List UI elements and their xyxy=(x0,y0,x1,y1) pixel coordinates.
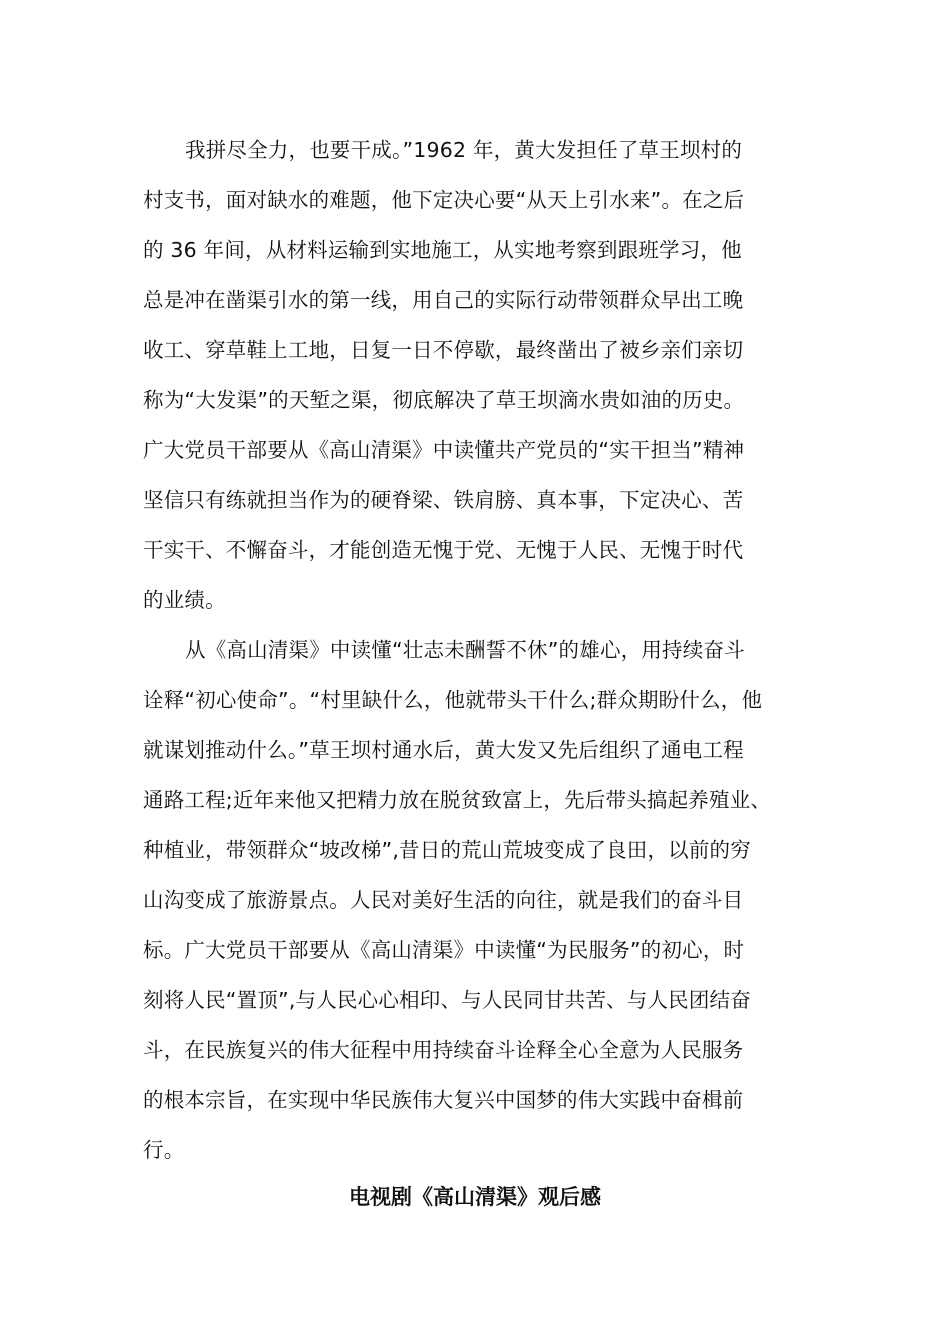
text-line: 总是冲在凿渠引水的第一线，用自己的实际行动带领群众早出工晚 xyxy=(143,288,744,312)
text-line: 的根本宗旨，在实现中华民族伟大复兴中国梦的伟大实践中奋楫前 xyxy=(143,1088,744,1112)
text-line: 就谋划推动什么。”草王坝村通水后，黄大发又先后组织了通电工程 xyxy=(143,738,744,762)
text-line: 行。 xyxy=(143,1138,185,1162)
text-line: 山沟变成了旅游景点。人民对美好生活的向往，就是我们的奋斗目 xyxy=(143,888,744,912)
text-line: 的 36 年间，从材料运输到实地施工，从实地考察到跟班学习，他 xyxy=(143,238,742,262)
text-line: 称为“大发渠”的天堑之渠，彻底解决了草王坝滴水贵如油的历史。 xyxy=(143,388,745,412)
paragraph-1 xyxy=(143,125,808,625)
text-line: 村支书，面对缺水的难题，他下定决心要“从天上引水来”。在之后 xyxy=(143,188,745,212)
text-line: 我拼尽全力，也要干成。”1962 年，黄大发担任了草王坝村的 xyxy=(185,138,743,162)
text-line: 收工、穿草鞋上工地，日复一日不停歇，最终凿出了被乡亲们亲切 xyxy=(143,338,744,362)
text-line: 从《高山清渠》中读懂“壮志未酬誓不休”的雄心，用持续奋斗 xyxy=(185,638,745,662)
text-line: 种植业，带领群众“坡改梯”,昔日的荒山荒坡变成了良田，以前的穷 xyxy=(143,838,751,862)
text-line: 诠释“初心使命”。“村里缺什么，他就带头干什么;群众期盼什么，他 xyxy=(143,688,763,712)
text-line: 的业绩。 xyxy=(143,588,226,612)
text-line: 刻将人民“置顶”,与人民心心相印、与人民同甘共苦、与人民团结奋 xyxy=(143,988,751,1012)
text-line: 坚信只有练就担当作为的硬脊梁、铁肩膀、真本事，下定决心、苦 xyxy=(143,488,744,512)
section-heading: 电视剧《高山清渠》观后感 xyxy=(349,1185,601,1209)
body-text xyxy=(143,125,808,1175)
paragraph-2 xyxy=(143,625,808,1175)
text-line: 斗，在民族复兴的伟大征程中用持续奋斗诠释全心全意为人民服务 xyxy=(143,1038,744,1062)
text-line: 通路工程;近年来他又把精力放在脱贫致富上，先后带头搞起养殖业、 xyxy=(143,788,772,812)
text-line: 干实干、不懈奋斗，才能创造无愧于党、无愧于人民、无愧于时代 xyxy=(143,538,744,562)
text-line: 标。广大党员干部要从《高山清渠》中读懂“为民服务”的初心，时 xyxy=(143,938,745,962)
text-line: 广大党员干部要从《高山清渠》中读懂共产党员的“实干担当”精神 xyxy=(143,438,745,462)
